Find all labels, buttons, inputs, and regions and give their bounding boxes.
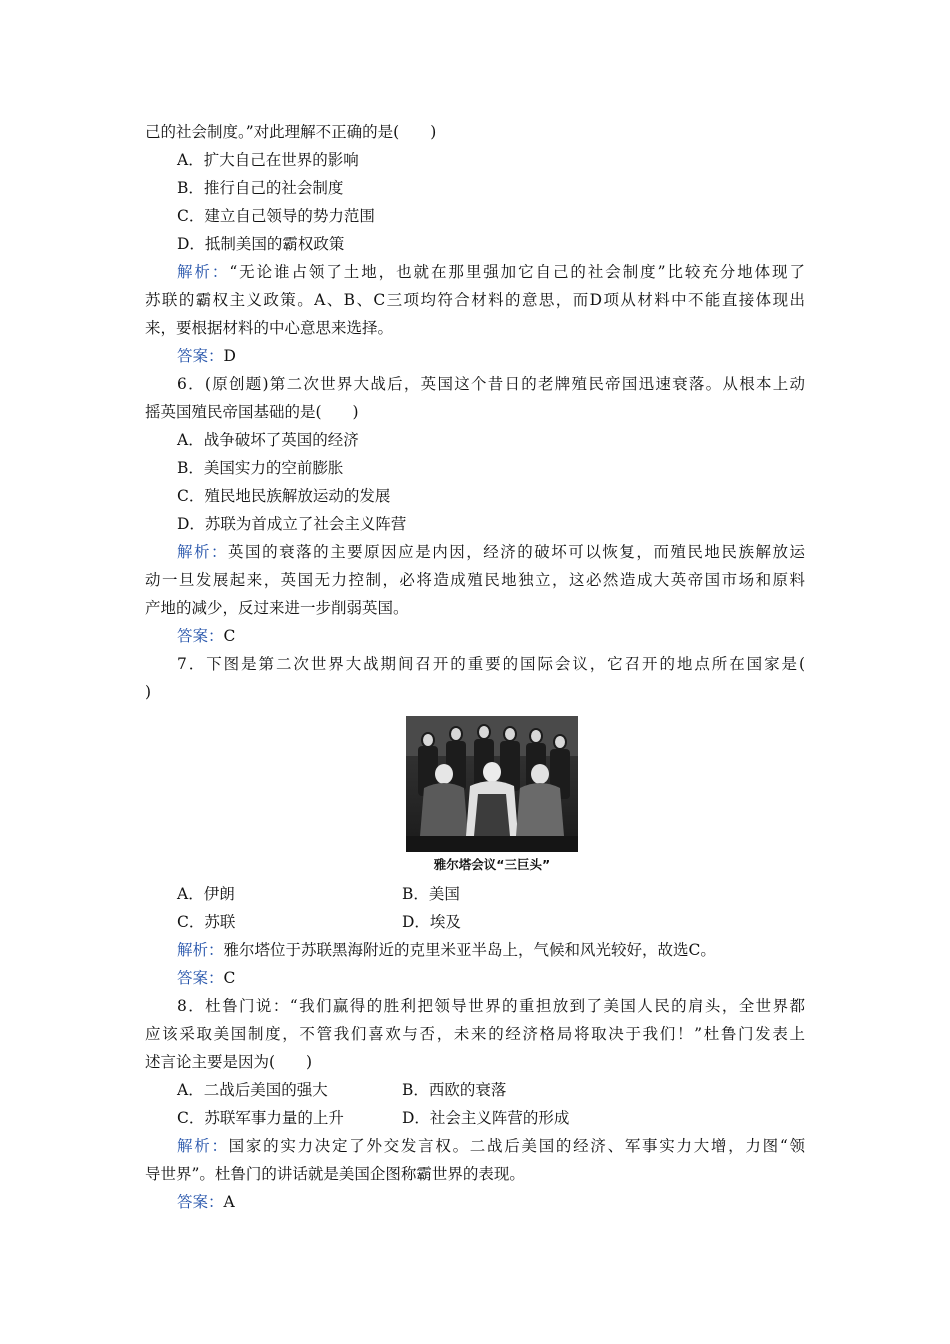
q8-option-b: B．西欧的衰落 bbox=[402, 1081, 507, 1099]
q5-answer-label: 答案： bbox=[177, 347, 224, 365]
q7-answer: 答案：C bbox=[177, 969, 236, 987]
q5-option-c: C．建立自己领导的势力范围 bbox=[177, 207, 375, 225]
q5-analysis-line-2: 苏联的霸权主义政策。A、B、C三项均符合材料的意思，而D项从材料中不能直接体现出 bbox=[145, 291, 805, 309]
yalta-conference-photo bbox=[406, 716, 578, 852]
q7-stem-line-1: 7．下图是第二次世界大战期间召开的重要的国际会议，它召开的地点所在国家是( bbox=[177, 655, 805, 673]
q6-option-b: B．美国实力的空前膨胀 bbox=[177, 459, 344, 477]
q5-stem-tail: 己的社会制度。”对此理解不正确的是( ) bbox=[145, 123, 437, 141]
q8-stem-line-2: 应该采取美国制度，不管我们喜欢与否，未来的经济格局将取决于我们！”杜鲁门发表上 bbox=[145, 1025, 805, 1043]
q5-analysis-line-3: 来，要根据材料的中心意思来选择。 bbox=[145, 319, 394, 337]
q5-answer: 答案：D bbox=[177, 347, 236, 365]
q8-answer-label: 答案： bbox=[177, 1193, 224, 1211]
q6-answer: 答案：C bbox=[177, 627, 236, 645]
q6-option-a: A．战争破坏了英国的经济 bbox=[177, 431, 359, 449]
q8-stem-line-3: 述言论主要是因为( ) bbox=[145, 1053, 313, 1071]
q8-stem-line-1: 8．杜鲁门说：“我们赢得的胜利把领导世界的重担放到了美国人民的肩头，全世界都 bbox=[177, 997, 805, 1015]
q7-stem-line-2: ) bbox=[145, 683, 152, 701]
q5-analysis-label: 解析： bbox=[177, 263, 230, 281]
q5-option-b: B．推行自己的社会制度 bbox=[177, 179, 344, 197]
q7-analysis-label: 解析： bbox=[177, 941, 224, 959]
q7-answer-label: 答案： bbox=[177, 969, 224, 987]
q6-stem-line-1: 6．(原创题)第二次世界大战后，英国这个昔日的老牌殖民帝国迅速衰落。从根本上动 bbox=[177, 375, 805, 393]
q5-option-a: A．扩大自己在世界的影响 bbox=[177, 151, 359, 169]
q8-analysis-label: 解析： bbox=[177, 1137, 229, 1155]
q7-option-d: D．埃及 bbox=[402, 913, 461, 931]
q6-analysis-line-3: 产地的减少，反过来进一步削弱英国。 bbox=[145, 599, 409, 617]
q8-option-d: D．社会主义阵营的形成 bbox=[402, 1109, 570, 1127]
q6-stem-line-2: 摇英国殖民帝国基础的是( ) bbox=[145, 403, 359, 421]
q6-analysis-line-2: 动一旦发展起来，英国无力控制，必将造成殖民地独立，这必然造成大英帝国市场和原料 bbox=[145, 571, 805, 589]
q8-option-c: C．苏联军事力量的上升 bbox=[177, 1109, 344, 1127]
q5-analysis-line-1: 解析：“无论谁占领了土地，也就在那里强加它自己的社会制度”比较充分地体现了 bbox=[177, 263, 805, 281]
q8-answer: 答案：A bbox=[177, 1193, 235, 1211]
q7-option-c: C．苏联 bbox=[177, 913, 236, 931]
q7-analysis-line-1: 解析：雅尔塔位于苏联黑海附近的克里米亚半岛上，气候和风光较好，故选C。 bbox=[177, 941, 716, 959]
photo-caption: 雅尔塔会议“三巨头” bbox=[433, 857, 551, 872]
q6-answer-label: 答案： bbox=[177, 627, 224, 645]
yalta-photo-illustration bbox=[406, 716, 578, 852]
q8-option-a: A．二战后美国的强大 bbox=[177, 1081, 328, 1099]
q6-analysis-line-1: 解析：英国的衰落的主要原因应是内因，经济的破坏可以恢复，而殖民地民族解放运 bbox=[177, 543, 805, 561]
q7-option-a: A．伊朗 bbox=[177, 885, 235, 903]
q6-option-d: D．苏联为首成立了社会主义阵营 bbox=[177, 515, 407, 533]
q8-analysis-line-1: 解析：国家的实力决定了外交发言权。二战后美国的经济、军事实力大增，力图“领 bbox=[177, 1137, 805, 1155]
q5-option-d: D．抵制美国的霸权政策 bbox=[177, 235, 345, 253]
q6-option-c: C．殖民地民族解放运动的发展 bbox=[177, 487, 391, 505]
q8-analysis-line-2: 导世界”。杜鲁门的讲话就是美国企图称霸世界的表现。 bbox=[145, 1165, 525, 1183]
q7-option-b: B．美国 bbox=[402, 885, 460, 903]
q6-analysis-label: 解析： bbox=[177, 543, 229, 561]
